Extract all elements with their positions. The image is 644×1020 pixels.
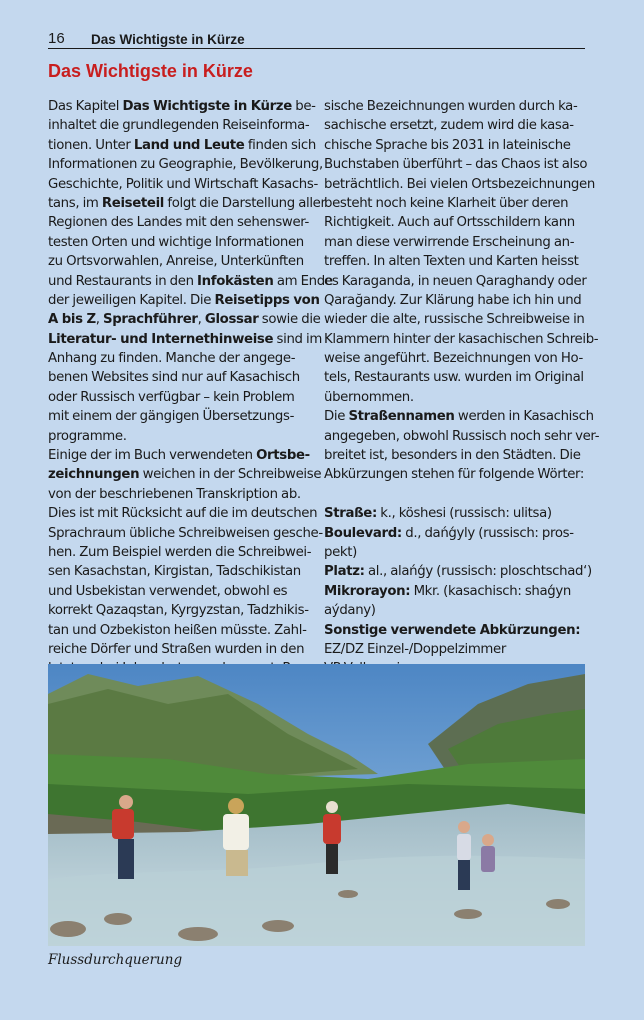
text-line	[324, 601, 586, 620]
text-run: mit einem der gängigen Übersetzungs-	[48, 409, 295, 425]
text-run: ,	[95, 312, 103, 328]
text-line	[48, 368, 310, 387]
text-line	[324, 252, 586, 271]
bold-term: Glossar	[204, 312, 259, 328]
text-line	[324, 446, 586, 465]
bold-term: Das Wichtigste in Kürze	[122, 99, 292, 114]
text-line	[324, 272, 586, 291]
text-run: d., dańǵyly (russisch: pros-	[401, 525, 574, 541]
bold-term: zeichnungen	[48, 467, 140, 483]
bold-term: Literatur- und Internethinweise	[48, 331, 274, 347]
text-run: weise angeführt. Bezeichnungen von Ho-	[324, 351, 583, 367]
text-line	[48, 524, 323, 543]
text-line	[48, 582, 310, 601]
bold-term: Mikrorayon:	[324, 583, 411, 599]
text-line	[324, 504, 586, 523]
text-run: sachische ersetzt, zudem wird die kasa-	[324, 118, 574, 134]
text-line	[48, 175, 318, 194]
text-run: finden sich	[244, 137, 316, 153]
text-line	[48, 136, 316, 155]
text-line	[324, 465, 586, 484]
text-run: programme.	[48, 428, 127, 444]
text-line	[48, 621, 310, 640]
text-line	[48, 310, 321, 329]
text-line	[48, 427, 310, 446]
section-title: Das Wichtigste in Kürze	[48, 61, 253, 81]
text-line	[324, 97, 586, 116]
text-line	[324, 213, 586, 232]
text-run: folgt die Darstellung aller	[164, 195, 326, 211]
bold-term: Sonstige verwendete Abkürzungen:	[324, 622, 581, 638]
bold-term: Platz:	[324, 564, 365, 580]
text-line	[324, 621, 586, 640]
text-line	[48, 291, 320, 310]
text-run: Klammern hinter der kasachischen Schreib-	[324, 331, 599, 347]
landscape-image	[48, 664, 585, 946]
text-run: es Karaganda, in neuen Qaraghandy oder	[324, 273, 587, 289]
text-run: Abkürzungen stehen für folgende Wörter:	[324, 467, 585, 483]
bold-term: Reiseteil	[101, 195, 164, 211]
running-title: Das Wichtigste in Kürze	[91, 32, 245, 47]
text-run: sind im	[273, 331, 322, 347]
text-line	[48, 97, 316, 116]
text-run: und Restaurants in den	[48, 273, 198, 289]
text-line	[324, 310, 586, 329]
bold-term: Reisetipps von	[214, 292, 320, 308]
text-run: Richtigkeit. Auch auf Ortsschildern kann	[324, 215, 575, 231]
text-line	[48, 446, 310, 465]
text-line	[48, 407, 310, 426]
text-line	[324, 427, 600, 446]
text-line	[48, 155, 323, 174]
text-run: Einige der im Buch verwendeten	[48, 448, 257, 464]
text-run: reiche Dörfer und Straßen wurden in den	[48, 641, 305, 657]
bold-term: Straßennamen	[348, 409, 455, 425]
text-line	[48, 233, 310, 252]
text-run: besteht noch keine Klarheit über deren	[324, 195, 569, 211]
text-line	[324, 291, 586, 310]
text-run: tan und Ozbekiston heißen müsste. Zahl-	[48, 622, 307, 638]
text-run: Anhang zu finden. Manche der angege-	[48, 351, 296, 367]
text-run: Qarağandy. Zur Klärung habe ich hin und	[324, 292, 582, 308]
text-run: aýdany)	[324, 603, 376, 619]
text-run: übernommen.	[324, 389, 414, 405]
text-line	[324, 524, 586, 543]
text-line	[324, 582, 586, 601]
text-run: Informationen zu Geographie, Bevölkerung,	[48, 157, 323, 173]
river-crossing-photo	[48, 664, 585, 946]
text-run: Mkr. (kasachisch: shaǵyn	[410, 583, 571, 599]
text-line	[48, 330, 322, 349]
text-run: oder Russisch verfügbar – kein Problem	[48, 389, 295, 405]
text-run: inhaltet die grundlegenden Reiseinforma-	[48, 118, 310, 134]
text-run: zu Ortsvorwahlen, Anreise, Unterkünften	[48, 254, 304, 270]
bold-term: Boulevard:	[324, 525, 402, 541]
text-run: hen. Zum Beispiel werden die Schreibwei-	[48, 544, 312, 560]
text-line	[48, 465, 322, 484]
text-run: sen Kasachstan, Kirgistan, Tadschikistan	[48, 564, 301, 580]
text-line	[48, 562, 310, 581]
text-line	[324, 640, 586, 659]
text-run: werden in Kasachisch	[454, 409, 594, 425]
text-run: korrekt Qazaqstan, Kyrgyzstan, Tadzhikis-	[48, 603, 309, 619]
text-line	[324, 175, 595, 194]
text-line	[48, 543, 310, 562]
bold-term: Infokästen	[197, 273, 274, 289]
bold-term: Ortsbe-	[256, 448, 310, 464]
text-run: angegeben, obwohl Russisch noch sehr ver-	[324, 428, 600, 444]
text-run: weichen in der Schreibweise	[139, 467, 322, 483]
text-line	[324, 543, 586, 562]
text-line	[324, 136, 586, 155]
bold-term: Straße:	[324, 506, 377, 522]
text-run: breitet ist, besonders in den Städten. Die	[324, 448, 581, 464]
text-run: sische Bezeichnungen wurden durch ka-	[324, 99, 578, 114]
text-run: EZ/DZ Einzel-/Doppelzimmer	[324, 641, 506, 657]
text-line	[48, 485, 310, 504]
text-line	[324, 562, 592, 581]
text-run: Buchstaben überführt – das Chaos ist also	[324, 157, 588, 173]
blank-line	[324, 485, 586, 504]
text-line	[48, 213, 310, 232]
text-line	[48, 194, 326, 213]
running-header	[48, 30, 585, 49]
text-column-right	[324, 97, 600, 679]
text-line	[48, 640, 310, 659]
text-line	[324, 388, 586, 407]
text-line	[324, 330, 599, 349]
text-line	[324, 233, 586, 252]
text-run: treffen. In alten Texten und Karten heisst	[324, 254, 579, 270]
text-run: k., köshesi (russisch: ulitsa)	[376, 506, 552, 522]
text-run: chische Sprache bis 2031 in lateinische	[324, 137, 571, 153]
text-run: Geschichte, Politik und Wirtschaft Kasachs-	[48, 176, 318, 192]
text-column-left	[48, 97, 333, 679]
text-run: man diese verwirrende Erscheinung an-	[324, 234, 575, 250]
text-run: und Usbekistan verwendet, obwohl es	[48, 583, 288, 599]
text-run: sowie die	[258, 312, 321, 328]
text-line	[48, 252, 310, 271]
text-run: Die	[324, 409, 349, 425]
text-line	[48, 116, 310, 135]
text-run: Regionen des Landes mit den sehenswer-	[48, 215, 309, 231]
text-run: wieder die alte, russische Schreibweise in	[324, 312, 585, 328]
text-run: tels, Restaurants usw. wurden im Original	[324, 370, 584, 386]
text-line	[48, 601, 310, 620]
text-line	[324, 349, 586, 368]
text-run: der jeweiligen Kapitel. Die	[48, 292, 215, 308]
text-line	[324, 194, 586, 213]
page-number: 16	[48, 30, 65, 47]
bold-term: A bis Z	[48, 312, 96, 328]
text-run: am Ende	[273, 273, 333, 289]
text-line	[324, 407, 594, 426]
text-run: benen Websites sind nur auf Kasachisch	[48, 370, 300, 386]
text-run: Das Kapitel	[48, 99, 123, 114]
text-run: al., alańǵy (russisch: ploschtschad‘)	[364, 564, 592, 580]
text-line	[48, 388, 310, 407]
text-line	[48, 272, 333, 291]
text-run: Dies ist mit Rücksicht auf die im deutschen	[48, 506, 318, 522]
text-line	[48, 349, 310, 368]
text-run: testen Orten und wichtige Informationen	[48, 234, 304, 250]
text-run: von der beschriebenen Transkription ab.	[48, 486, 301, 502]
bold-term: Land und Leute	[133, 137, 245, 153]
photo-caption: Flussdurchquerung	[48, 952, 183, 968]
text-run: beträchtlich. Bei vielen Ortsbezeichnungen	[324, 176, 595, 192]
text-run: ,	[197, 312, 205, 328]
text-line	[324, 116, 586, 135]
text-line	[324, 155, 586, 174]
text-run: tionen. Unter	[48, 137, 134, 153]
bold-term: Sprachführer	[103, 312, 198, 328]
text-line	[324, 368, 586, 387]
text-run: tans, im	[48, 195, 102, 211]
text-run: Sprachraum übliche Schreibweisen gesche-	[48, 525, 323, 541]
text-run: be-	[291, 99, 316, 114]
text-line	[48, 504, 318, 523]
text-run: pekt)	[324, 544, 357, 560]
